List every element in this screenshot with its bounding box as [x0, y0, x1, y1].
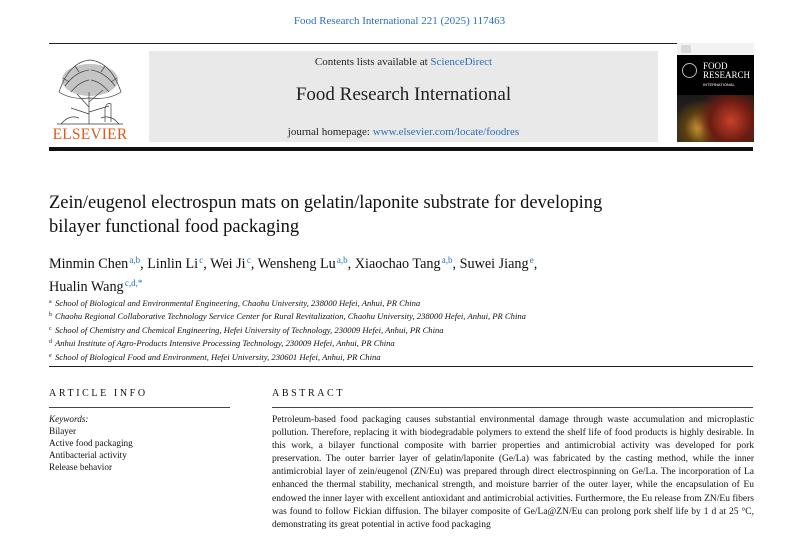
affiliation	[49, 350, 749, 363]
affiliation	[49, 336, 749, 349]
author-affil-link[interactable]: a,b	[129, 255, 141, 265]
journal-citation[interactable]: Food Research International 221 (2025) 117463	[293, 15, 506, 27]
cover-title-line: RESEARCH	[703, 70, 751, 80]
keyword: Bilayer	[49, 426, 77, 437]
author-affil-link[interactable]: e	[529, 255, 534, 265]
author-name[interactable]: Minmin Chen	[49, 256, 129, 272]
sciencedirect-link[interactable]: ScienceDirect	[430, 56, 493, 68]
author-affil-link[interactable]: c	[199, 255, 204, 265]
affiliation-mark: c	[49, 325, 52, 332]
cover-publisher-icon	[681, 45, 691, 53]
affiliation-mark: d	[49, 339, 52, 346]
cover-title	[703, 62, 753, 80]
affiliation-mark: b	[49, 312, 52, 319]
author-list: Minmin Chen $^{a,b}$, Linlin Li $^c$, Wei Ji $^c$, Wensheng Lu $^{a,b}$, Xiaochao Tang $^{a,b}$, Suwei Jiang $^e$, Hualin Wang $^{c,d,*}$	[49, 255, 538, 295]
header-top-rule	[49, 43, 753, 44]
cover-image	[677, 95, 754, 142]
journal-masthead	[149, 51, 658, 142]
affiliation-text: Chaohu Regional Collaborative Technology Service Center for Rural Revitalization, Chaohu University, 238000 Hefei, Anhui, PR China	[55, 311, 526, 322]
affiliation	[49, 296, 749, 309]
affiliation	[49, 309, 749, 322]
affiliation-text: School of Chemistry and Chemical Engineering, Hefei University of Technology, 230009 Hefei, Anhui, PR China	[55, 324, 444, 335]
author-name[interactable]: Wei Ji	[210, 256, 246, 272]
keyword: Active food packaging	[49, 438, 133, 449]
keyword: Release behavior	[49, 462, 113, 473]
abstract-text: Petroleum-based food packaging causes substantial environmental damage through waste accumulation and microplastic pollution. Therefore, replacing it with biodegradable polymers to extend the shelf life of food products is highly desirable. In this work, a bilayer functional composite with barrier properties and antimicrobial activity was developed for pork preservation. The outer barrier layer of gelatin/laponite (Ge/La) was fabricated by the casting method, while the inner antimicrobial layer of zein/eugenol (ZN/Eu) was prepared through direct electrospinning on Ge/La. The incorporation of La enhanced the thermal stability, mechanical strength, and moisture barrier of the outer layer, while the encapsulation of Eu endowed the inner layer with excellent antioxidant and antimicrobial activities. Furthermore, the Eu release from ZN/Eu fibers was found to follow Fickian diffusion. The bilayer composite of Ge/La@ZN/Eu can prolong pork shelf life by 1 d at 25 °C, demonstrating its great potential in active food packaging	[272, 415, 754, 530]
title-line: Zein/eugenol electrospun mats on gelatin/laponite substrate for developing	[49, 193, 603, 213]
affiliation-text: Anhui Institute of Agro-Products Intensive Processing Technology, 230009 Hefei, Anhui, PR China	[55, 338, 395, 349]
header-bottom-rule	[49, 147, 753, 151]
author-affil-link[interactable]: a,b	[336, 255, 348, 265]
affiliation-mark: e	[49, 352, 52, 359]
journal-title: Food Research International	[295, 84, 512, 105]
affiliation-list	[49, 296, 749, 363]
abstract-heading: ABSTRACT	[272, 388, 346, 399]
author-name[interactable]: Linlin Li	[147, 256, 199, 272]
cover-subtitle: INTERNATIONAL	[703, 82, 735, 87]
title-line: bilayer functional food packaging	[49, 217, 300, 237]
article-info-rule	[49, 407, 230, 408]
homepage-link[interactable]: www.elsevier.com/locate/foodres	[372, 126, 520, 138]
cover-title-line: FOOD	[703, 61, 728, 71]
contents-line	[149, 56, 658, 68]
author-name[interactable]: Xiaochao Tang	[354, 256, 441, 272]
affiliation-text: School of Biological and Environmental Engineering, Chaohu University, 238000 Hefei, Anhui, PR China	[55, 298, 421, 308]
keywords-label: Keywords:	[49, 414, 89, 424]
cover-seal-icon	[682, 63, 697, 78]
author-affil-link[interactable]: c	[246, 255, 251, 265]
author-name[interactable]: Wensheng Lu	[257, 256, 336, 272]
keywords-block	[49, 413, 229, 473]
journal-cover[interactable]	[677, 43, 754, 142]
abstract-rule	[272, 407, 753, 408]
affiliation	[49, 323, 749, 336]
keyword: Antibacterial activity	[49, 450, 127, 461]
publisher-name: ELSEVIER	[52, 126, 128, 143]
author-affil-link[interactable]: c,d,*	[124, 278, 143, 288]
homepage-prefix: journal homepage:	[287, 126, 370, 138]
article-info-heading: ARTICLE INFO	[49, 388, 148, 399]
author-affil-link[interactable]: a,b	[441, 255, 453, 265]
author-name[interactable]: Suwei Jiang	[459, 256, 529, 272]
section-divider	[49, 366, 753, 367]
affiliation-text: School of Biological Food and Environment, Hefei University, 230601 Hefei, Anhui, PR China	[55, 351, 381, 362]
author-name[interactable]: Hualin Wang	[49, 279, 124, 295]
homepage-line	[149, 126, 658, 138]
affiliation-mark: a	[49, 299, 52, 305]
article-title	[49, 191, 749, 239]
contents-prefix: Contents lists available at	[314, 56, 428, 68]
